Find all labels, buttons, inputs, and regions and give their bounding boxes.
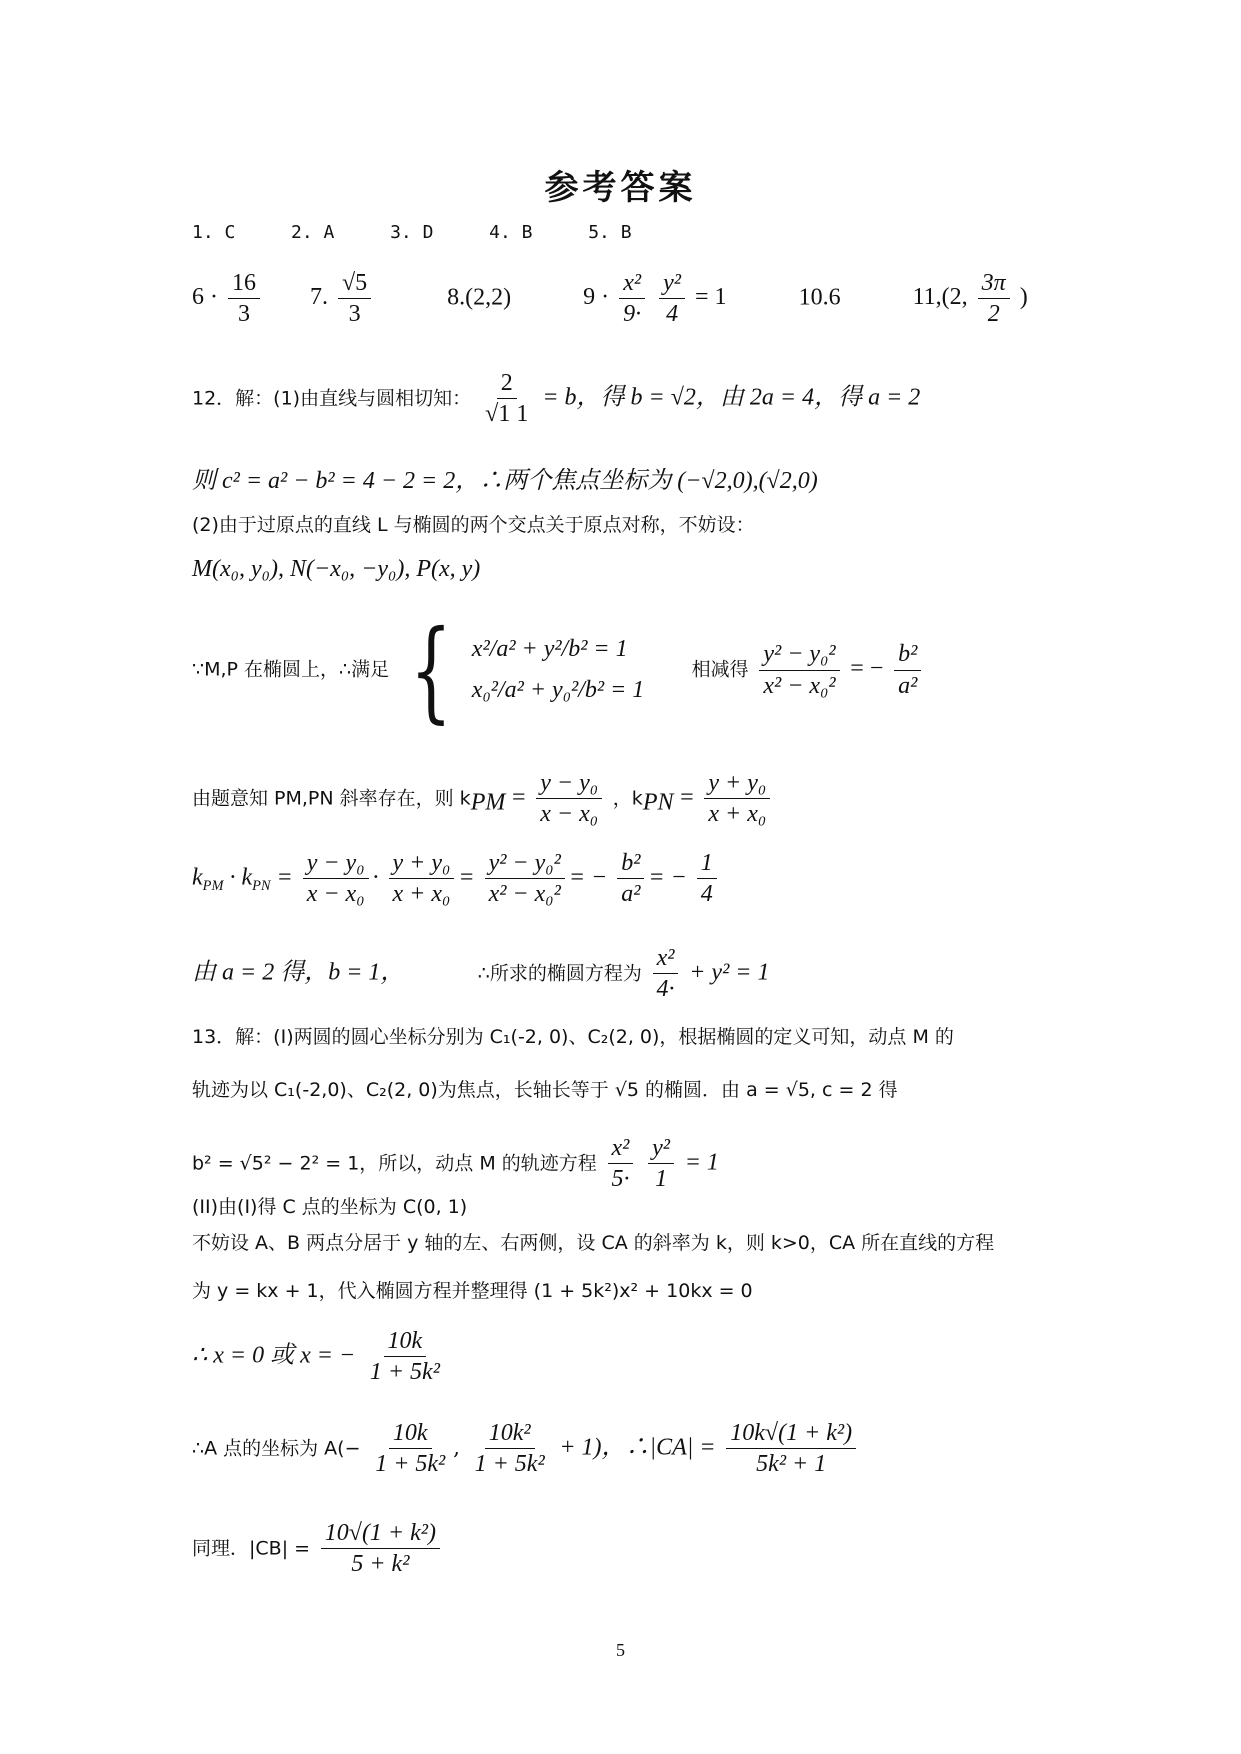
q13-line-5: 不妨设 A、B 两点分居于 y 轴的左、右两侧，设 CA 的斜率为 k，则 k>0，CA 所在直线的方程 bbox=[192, 1232, 995, 1254]
q13-line-9: 同理．|CB| = $\frac{\text{10√(1 + k²)}}{\text{5 + k²}}$ bbox=[192, 1520, 444, 1578]
page-number: 5 bbox=[616, 1640, 625, 1660]
q12-line-8: 由 a = 2 得，b = 1， ∴所求的椭圆方程为 $\frac{\text{x²}}{4\cdot}$ + y² = 1 bbox=[192, 945, 770, 1003]
mc-answer-5: 5. B bbox=[588, 222, 632, 243]
mc-answer-1: 1. C bbox=[192, 222, 236, 243]
answer-10: 10.6 bbox=[798, 284, 841, 311]
q12-line-5: ∵M,P 在椭圆上，∴满足 { x²/a² + y²/b² = 1 x₀²/a² + y₀²/b² = 1 相减得 $\frac{\text{y² − y₀²}}{\text{x² − x₀²}}$ = − $\frac{\text{b²}}{\text{a²}}$ bbox=[192, 615, 925, 725]
mc-answers bbox=[192, 222, 632, 243]
q13-line-6: 为 y = kx + 1，代入椭圆方程并整理得 (1 + 5k²)x² + 10kx = 0 bbox=[192, 1280, 753, 1302]
q13-line-4: (II)由(I)得 C 点的坐标为 C(0, 1) bbox=[192, 1196, 468, 1218]
q12-line-6: 由题意知 PM,PN 斜率存在，则 $k_{PM}$ = $\frac{\text{y − y₀}}{\text{x − x₀}}$ ，$k_{PN}$ = $\frac{\text{y + y₀}}{\text{x + x₀}}$ bbox=[192, 770, 774, 828]
q13-line-1: 13．解：(I)两圆的圆心坐标分别为 C₁(-2, 0)、C₂(2, 0)，根据椭圆的定义可知，动点 M 的 bbox=[192, 1026, 954, 1048]
answer-11: 11,(2, $\frac{3\pi}{2}$ ) bbox=[912, 270, 1028, 328]
q13-line-3: b² = √5² − 2² = 1，所以，动点 M 的轨迹方程 $\frac{\text{x²}}{5\cdot}$ $\frac{\text{y²}}{1}$ = 1 bbox=[192, 1135, 719, 1193]
answer-6-fraction: $\frac{16}{3}$ bbox=[228, 270, 260, 328]
page-title: 参考答案 bbox=[544, 168, 697, 208]
mc-answer-3: 3. D bbox=[390, 222, 434, 243]
q13-line-7: ∴ x = 0 或 x = − $\frac{10k}{\text{1 + 5k²}}$ bbox=[192, 1328, 440, 1386]
answer-7-fraction: $\frac{√5}{3}$ bbox=[338, 270, 371, 328]
q13-line-2: 轨迹为以 C₁(-2,0)、C₂(2, 0)为焦点，长轴长等于 √5 的椭圆．由 a = √5, c = 2 得 bbox=[192, 1079, 898, 1101]
fill-answers bbox=[192, 270, 1028, 328]
q12-line-3: (2)由于过原点的直线 L 与椭圆的两个交点关于原点对称，不妨设： bbox=[192, 514, 755, 536]
q12-line-4: M(x₀, y₀), N(−x₀, −y₀), P(x, y) bbox=[192, 556, 481, 582]
q12-line-2: 则 c² = a² − b² = 4 − 2 = 2，∴两个焦点坐标为 (−√2,0),(√2,0) bbox=[192, 468, 818, 494]
answer-8: 8.(2,2) bbox=[447, 284, 512, 311]
q13-line-8: ∴A 点的坐标为 A(− $\frac{10k}{\text{1 + 5k²}}$ , $\frac{\text{10k²}}{\text{1 + 5k²}}$ + 1)，∴|CA| = $\frac{\text{10k√(1 + k²)}}{\text{5k² + 1}}$ bbox=[192, 1420, 860, 1478]
equation-system: { x²/a² + y²/b² = 1 x₀²/a² + y₀²/b² = 1 bbox=[409, 606, 645, 734]
mc-answer-4: 4. B bbox=[489, 222, 533, 243]
answer-9: 9 · $\frac{\text{x²}}{9\cdot}$ $\frac{\text{y²}}{4}$ = 1 bbox=[583, 270, 727, 328]
answer-6: 6 · $\frac{16}{3}$ bbox=[192, 284, 270, 310]
q12-line-7: $k_{PM} \cdot k_{PN}$ = $\frac{\text{y − y₀}}{\text{x − x₀}}$ · $\frac{\text{y + y₀}}{\text{x + x₀}}$ = $\frac{\text{y² − y₀²}}{\text{x² − x₀²}}$ = − $\frac{\text{b²}}{\text{a²}}$ = − $\frac{1}{4}$ bbox=[192, 850, 721, 908]
answer-7: 7. $\frac{√5}{3}$ bbox=[310, 284, 381, 310]
q12-line-1: 12．解：(1)由直线与圆相切知： $\frac{2}{√1 1}$ = b，得 b = √2，由 2a = 4，得 a = 2 bbox=[192, 370, 921, 428]
mc-answer-2: 2. A bbox=[291, 222, 335, 243]
